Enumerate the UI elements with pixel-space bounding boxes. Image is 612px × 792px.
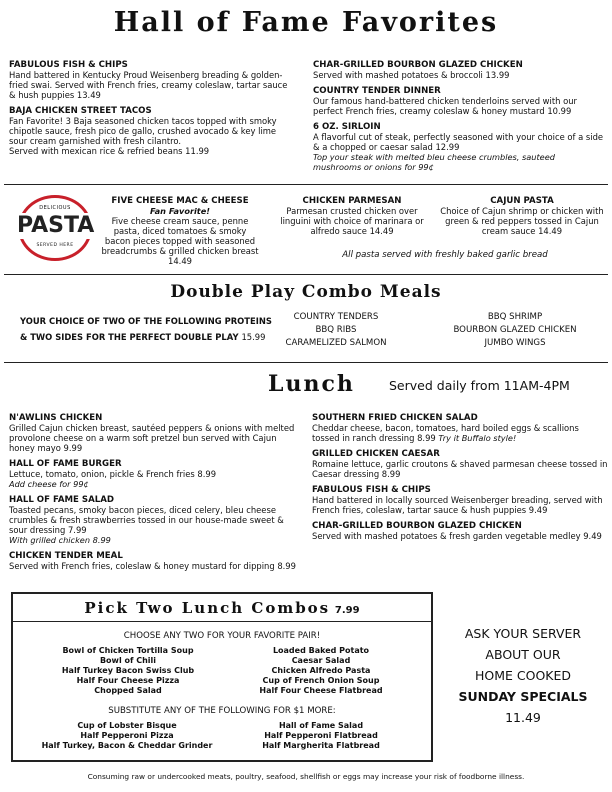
item-name: HALL OF FAME SALAD (9, 495, 115, 505)
item-description: A flavorful cut of steak, perfectly seasoned with your choice of a side & a chopped or caesar salad 12.99 (313, 132, 604, 152)
favorites-right-column (313, 60, 605, 172)
menu-item-caesar (312, 449, 608, 479)
menu-item-bourbon-chicken-lunch (312, 521, 608, 541)
item-name: COUNTRY TENDER DINNER (313, 86, 441, 96)
double-play-price: 15.99 (241, 332, 266, 342)
combo-item: Half Turkey, Bacon & Cheddar Grinder (41, 741, 213, 750)
item-name: CHAR-GRILLED BOURBON GLAZED CHICKEN (312, 521, 522, 531)
item-description: Grilled Cajun chicken breast, sautéed peppers & onions with melted provolone cheese on a warm soft pretzel bun served with Cajun honey mayo 9.99 (9, 423, 295, 453)
item-name: GRILLED CHICKEN CAESAR (312, 449, 440, 459)
double-play-description (20, 313, 280, 345)
double-play-line-2-text: & TWO SIDES FOR THE PERFECT DOUBLE PLAY (20, 332, 239, 342)
pick-two-choose: CHOOSE ANY TWO FOR YOUR FAVORITE PAIR! (123, 631, 321, 641)
combo-item: Bowl of Chicken Tortilla Soup (62, 646, 194, 655)
item-name: FABULOUS FISH & CHIPS (312, 485, 431, 495)
item-name: HALL OF FAME BURGER (9, 459, 122, 469)
item-note: With grilled chicken 8.99 (9, 535, 111, 545)
combo-item: Chopped Salad (94, 686, 162, 695)
item-note: Add cheese for 99¢ (9, 479, 89, 489)
item-description: Five cheese cream sauce, penne pasta, diced tomatoes & smoky bacon pieces topped with seasoned breadcrumbs & grilled chicken breast 14.49 (101, 216, 259, 266)
double-play-proteins-col-2 (440, 311, 590, 350)
pasta-logo-top: DELICIOUS (39, 205, 71, 211)
menu-item-tender-meal (9, 551, 299, 571)
item-name: SOUTHERN FRIED CHICKEN SALAD (312, 413, 478, 423)
menu-item-southern-salad (312, 413, 608, 443)
double-play-title: Double Play Combo Meals (170, 282, 442, 302)
double-play-line-2 (20, 329, 280, 345)
item-description: Romaine lettuce, garlic croutons & shaved parmesan cheese tossed in Caesar dressing 8.99 (312, 459, 608, 479)
lunch-left-column (9, 413, 299, 571)
combo-item: Hall of Fame Salad (278, 721, 364, 730)
item-description: Served with French fries, coleslaw & honey mustard for dipping 8.99 (9, 561, 296, 571)
pick-two-sub-col-1 (27, 721, 227, 751)
item-name: FIVE CHEESE MAC & CHEESE (111, 196, 249, 206)
protein-item: BOURBON GLAZED CHICKEN (453, 325, 577, 335)
item-name: CAJUN PASTA (490, 196, 554, 206)
specials-line-4: SUNDAY SPECIALS (458, 689, 588, 704)
combo-item: Caesar Salad (291, 656, 351, 665)
item-description: Hand battered in locally sourced Weisenberger breading, served with French fries, coleslaw, tartar sauce & hush puppies 9.49 (312, 495, 603, 515)
menu-item-cajun-pasta (438, 196, 606, 236)
combo-item: Half Turkey Bacon Swiss Club (61, 666, 195, 675)
item-name: FABULOUS FISH & CHIPS (9, 60, 128, 70)
divider (4, 362, 608, 363)
menu-item-country-tender (313, 86, 605, 116)
item-name: CHICKEN PARMESAN (302, 196, 402, 206)
combo-item: Bowl of Chili (99, 656, 157, 665)
pasta-logo-word: PASTA (17, 213, 95, 238)
menu-item-bourbon-chicken (313, 60, 605, 80)
combo-item: Half Margherita Flatbread (262, 741, 380, 750)
double-play-proteins-col-1 (274, 311, 398, 350)
item-description: Toasted pecans, smoky bacon pieces, diced celery, bleu cheese crumbles & fresh strawberries tossed in our house-made sweet & sour dressing 7.99 (9, 505, 284, 535)
favorites-left-column (9, 60, 296, 156)
combo-item: Half Four Cheese Pizza (76, 676, 180, 685)
item-description: Hand battered in Kentucky Proud Weisenberg breading & golden-fried swai. Served with French fries, creamy coleslaw, tartar sauce & hush puppies 13.49 (9, 70, 288, 100)
divider (4, 184, 608, 185)
sunday-specials (440, 623, 606, 728)
pick-two-header-rule (13, 621, 431, 622)
pasta-logo-bottom: SERVED HERE (36, 243, 74, 248)
item-note: Top your steak with melted bleu cheese crumbles, sauteed mushrooms or onions for 99¢ (313, 152, 555, 172)
page-title: Hall of Fame Favorites (113, 7, 499, 38)
menu-item-fish-chips (9, 60, 296, 100)
lunch-subtitle: Served daily from 11AM-4PM (389, 378, 570, 393)
pick-two-substitute: SUBSTITUTE ANY OF THE FOLLOWING FOR $1 MORE: (108, 706, 336, 716)
item-description: Served with mashed potatoes & fresh garden vegetable medley 9.49 (312, 531, 602, 541)
combo-item: Chicken Alfredo Pasta (271, 666, 371, 675)
specials-line-2: ABOUT OUR (485, 647, 561, 662)
protein-item: CARAMELIZED SALMON (285, 338, 387, 348)
item-description-sides: Served with mexican rice & refried beans 11.99 (9, 146, 210, 156)
item-name: CHAR-GRILLED BOURBON GLAZED CHICKEN (313, 60, 523, 70)
pick-two-header (13, 598, 431, 621)
item-description (312, 423, 608, 443)
menu-item-chicken-parmesan (275, 196, 429, 236)
item-name: CHICKEN TENDER MEAL (9, 551, 123, 561)
divider (4, 274, 608, 275)
pick-two-box (11, 592, 433, 762)
pick-two-sub-col-2 (231, 721, 411, 751)
item-name: N'AWLINS CHICKEN (9, 413, 103, 423)
menu-item-mac-cheese (101, 196, 259, 266)
combo-item: Loaded Baked Potato (272, 646, 370, 655)
menu-item-hof-salad (9, 495, 299, 545)
combo-item: Cup of French Onion Soup (262, 676, 380, 685)
item-description: Fan Favorite! 3 Baja seasoned chicken tacos topped with smoky chipotle sauce, fresh pico de gallo, crushed avocado & key lime sour cream garnished with fresh cilantro. (9, 116, 277, 146)
combo-item: Half Pepperoni Flatbread (264, 731, 378, 740)
item-tag: Fan Favorite! (149, 206, 211, 216)
double-play-line-1: YOUR CHOICE OF TWO OF THE FOLLOWING PROTEINS (20, 316, 272, 326)
item-description-text: Cheddar cheese, bacon, tomatoes, hard boiled eggs & scallions tossed in ranch dressing 8.99 (312, 423, 579, 443)
item-description: Our famous hand-battered chicken tenderloins served with our perfect French fries, creamy coleslaw & honey mustard 10.99 (313, 96, 577, 116)
combo-item: Half Four Cheese Flatbread (259, 686, 383, 695)
item-description: Lettuce, tomato, onion, pickle & French fries 8.99 (9, 469, 217, 479)
item-note: Try it Buffalo style! (438, 433, 517, 443)
item-description: Parmesan crusted chicken over linguini with choice of marinara or alfredo sauce 14.49 (280, 206, 424, 236)
pick-two-title: Pick Two Lunch Combos (84, 599, 331, 617)
item-name: BAJA CHICKEN STREET TACOS (9, 106, 152, 116)
menu-item-burger (9, 459, 299, 489)
menu-item-fish-chips-lunch (312, 485, 608, 515)
menu-item-sirloin (313, 122, 605, 172)
pick-two-col-2 (231, 646, 411, 696)
specials-line-1: ASK YOUR SERVER (464, 626, 582, 641)
protein-item: COUNTRY TENDERS (293, 312, 379, 322)
combo-item: Cup of Lobster Bisque (77, 721, 177, 730)
lunch-title: Lunch (268, 371, 355, 397)
pasta-logo (17, 195, 95, 261)
pasta-note: All pasta served with freshly baked garlic bread (342, 250, 548, 260)
combo-item: Half Pepperoni Pizza (80, 731, 174, 740)
pick-two-price: 7.99 (334, 605, 360, 616)
protein-item: BBQ RIBS (315, 325, 357, 335)
footer-disclaimer: Consuming raw or undercooked meats, poultry, seafood, shellfish or eggs may increase your risk of foodborne illness. (87, 772, 525, 781)
lunch-right-column (312, 413, 608, 541)
specials-price: 11.49 (505, 710, 541, 725)
menu-item-nawlins (9, 413, 299, 453)
protein-item: JUMBO WINGS (484, 338, 546, 348)
menu-item-baja-tacos (9, 106, 296, 156)
pick-two-col-1 (33, 646, 223, 696)
item-description: Choice of Cajun shrimp or chicken with green & red peppers tossed in Cajun cream sauce 14.49 (440, 206, 604, 236)
item-name: 6 OZ. SIRLOIN (313, 122, 381, 132)
protein-item: BBQ SHRIMP (487, 312, 543, 322)
specials-line-3: HOME COOKED (474, 668, 572, 683)
item-description: Served with mashed potatoes & broccoli 13.99 (313, 70, 510, 80)
